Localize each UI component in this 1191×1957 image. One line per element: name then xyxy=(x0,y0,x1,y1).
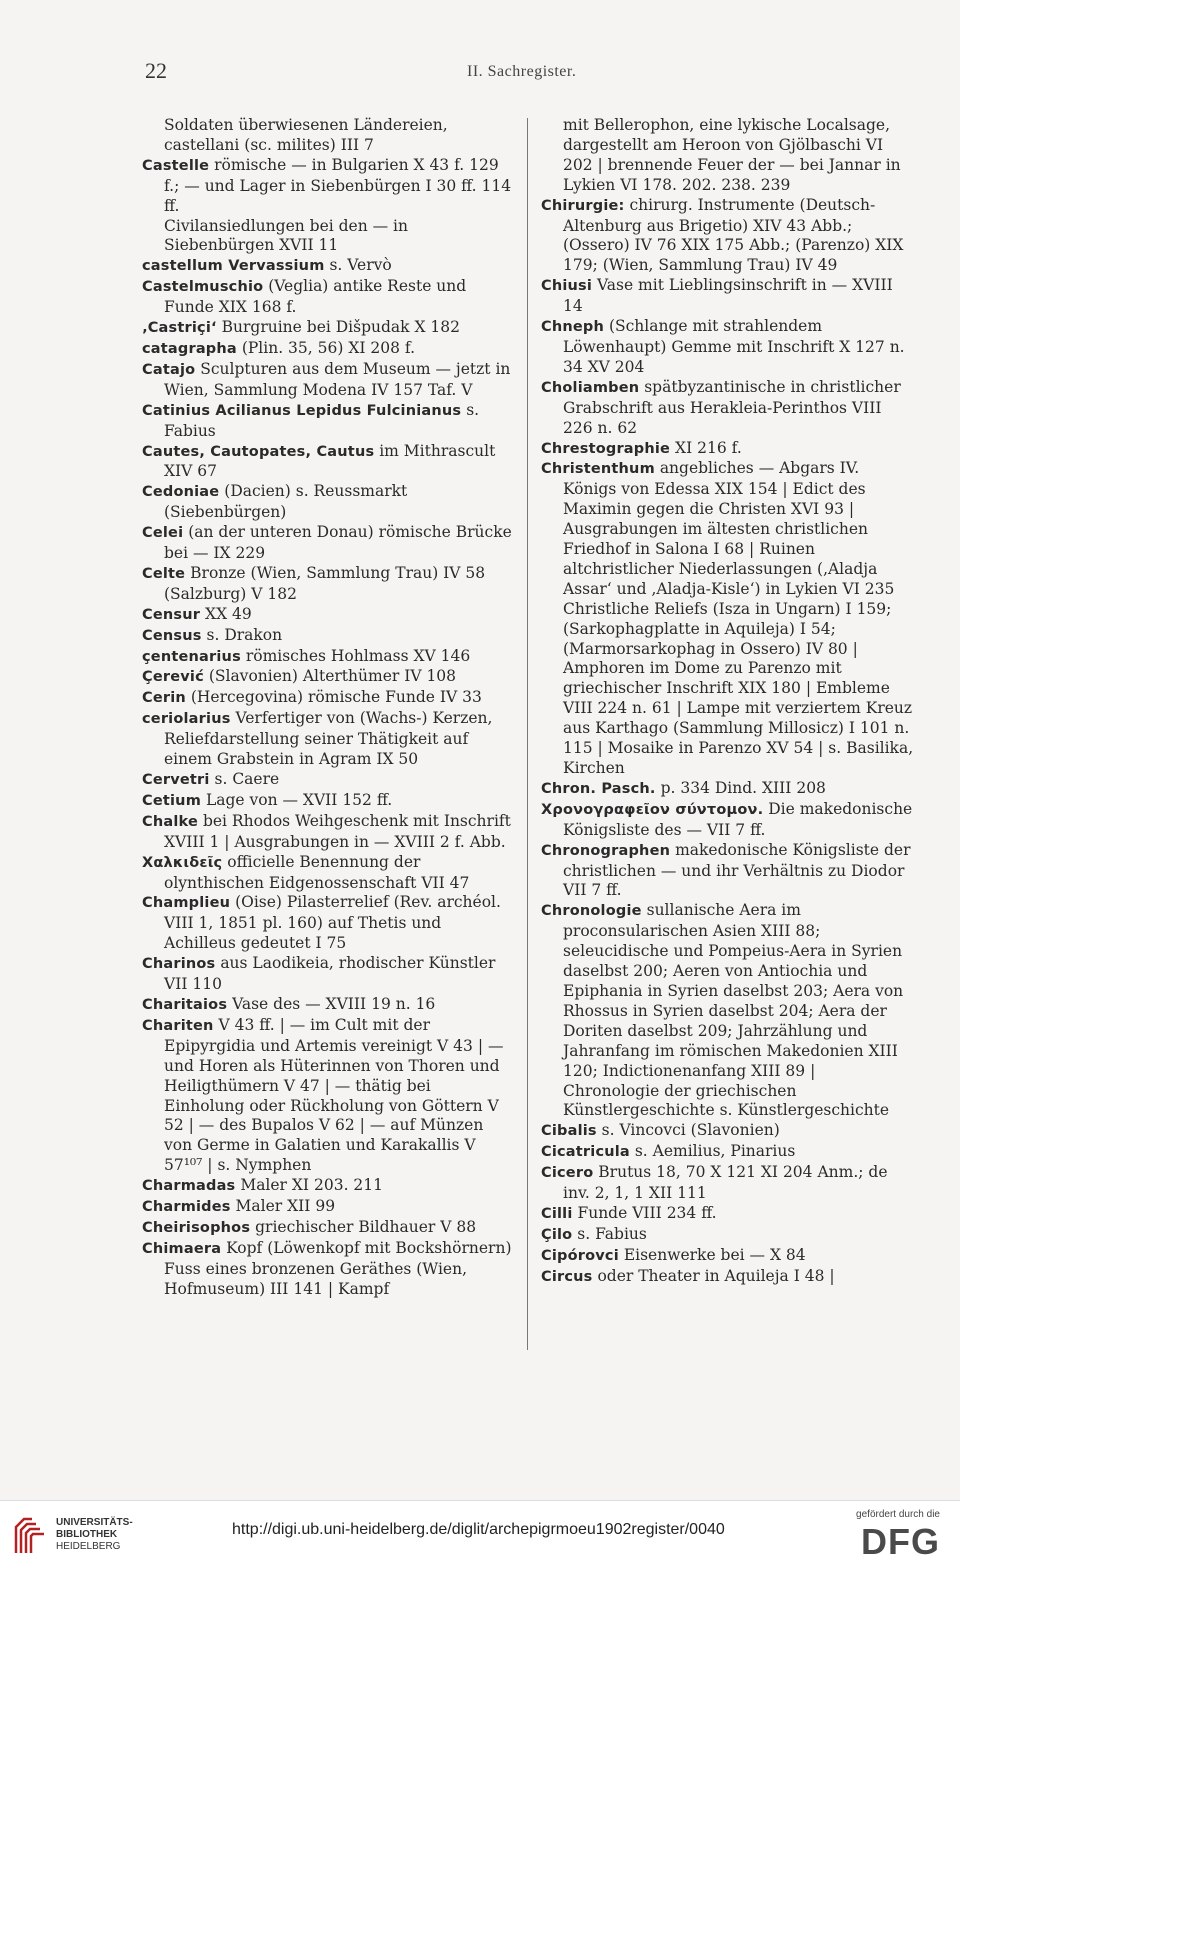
index-entry xyxy=(142,442,516,483)
index-entry xyxy=(142,709,516,770)
page-header xyxy=(145,58,870,88)
index-entry-text: (Schlange mit strahlendem Löwenhaupt) Gemme mit Inschrift X 127 n. 34 XV 204 xyxy=(563,317,905,376)
index-entry xyxy=(142,853,516,894)
index-entry xyxy=(541,1246,915,1267)
index-keyword: Charitaios xyxy=(142,996,228,1013)
index-keyword: Castelmuschio xyxy=(142,279,264,296)
index-entry-text: Brutus 18, 70 X 121 XI 204 Anm.; de inv. 2, 1, 1 XII 111 xyxy=(563,1163,888,1203)
index-keyword: Choliamben xyxy=(541,379,640,396)
index-entry xyxy=(541,439,915,460)
index-entry-text: Maler XII 99 xyxy=(230,1197,336,1216)
index-keyword: Charmadas xyxy=(142,1178,236,1195)
index-entry-text: Funde VIII 234 ff. xyxy=(572,1203,717,1222)
index-entry xyxy=(541,1163,915,1204)
index-keyword: ‚Castriçi‘ xyxy=(142,320,217,337)
index-entry xyxy=(142,688,516,709)
index-entry-text: spätbyzantinische in christlicher Grabschrift aus Herakleia-Perinthos VIII 226 n. 62 xyxy=(563,377,901,437)
index-entry-text: römisches Hohlmass XV 146 xyxy=(240,646,471,665)
index-entry-text: s. Aemilius, Pinarius xyxy=(629,1142,796,1161)
index-entry-text: chirurg. Instrumente (Deutsch-Altenburg aus Brigetio) XIV 43 Abb.; (Ossero) IV 76 XIX 175 Abb.; (Parenzo) XIX 179; (Wien, Sammlung Trau) IV 49 xyxy=(563,195,904,275)
index-entry-text: Soldaten überwiesenen Ländereien, castellani (sc. milites) III 7 xyxy=(164,116,448,154)
index-entry-text: (Dacien) s. Reussmarkt (Siebenbürgen) xyxy=(164,482,408,522)
index-entry-text: p. 334 Dind. XIII 208 xyxy=(655,778,826,797)
index-entry xyxy=(541,1121,915,1142)
index-entry-text: Maler XI 203. 211 xyxy=(235,1176,384,1195)
index-keyword: castellum Vervassium xyxy=(142,258,325,275)
index-entry xyxy=(142,564,516,605)
index-entry xyxy=(142,256,516,277)
index-keyword: Chariten xyxy=(142,1017,214,1034)
index-entry-text: s. Fabius xyxy=(572,1224,647,1243)
index-keyword: Cipórovci xyxy=(541,1247,619,1264)
index-entry-text: (an der unteren Donau) römische Brücke bei — IX 229 xyxy=(164,523,512,563)
index-keyword: Chimaera xyxy=(142,1240,222,1257)
index-keyword: çentenarius xyxy=(142,648,241,665)
index-entry xyxy=(142,893,516,954)
index-column-right xyxy=(541,116,915,1288)
index-entry-text: Bronze (Wien, Sammlung Trau) IV 58 (Salzburg) V 182 xyxy=(164,563,486,603)
index-entry-text: Burgruine bei Dišpudak X 182 xyxy=(216,318,461,337)
index-entry xyxy=(142,116,516,156)
index-entry-text: Christliche Reliefs (Isza in Ungarn) I 159; (Sarkophagplatte in Aquileja) I 54; (Marmorsarkophag in Ossero) IV 80 | Amphoren im Dome zu Parenzo mit griechischer Inschrift XIX 180 | Embleme VIII 224 n. 61 | Lampe mit verziertem Kreuz aus Karthago (Sammlung Millosicz) I 101 n. 115 | Mosaike in Parenzo XV 54 | s. Basilika, Kirchen xyxy=(563,599,914,777)
university-library-logo-icon xyxy=(10,1513,50,1557)
library-name-line: HEIDELBERG xyxy=(56,1541,121,1552)
index-entry xyxy=(541,196,915,277)
index-entry xyxy=(142,605,516,626)
index-keyword: ceriolarius xyxy=(142,711,231,728)
index-entry-text: römische — in Bulgarien X 43 f. 129 f.; — und Lager in Siebenbürgen I 30 ff. 114 ff. xyxy=(164,155,512,215)
index-entry xyxy=(142,667,516,688)
index-entry-text: XI 216 f. xyxy=(670,438,742,457)
index-keyword: Cedoniae xyxy=(142,484,220,501)
index-keyword: Chronologie xyxy=(541,903,642,920)
index-keyword: Cerin xyxy=(142,690,186,707)
index-entry-text: Civilansiedlungen bei den — in Siebenbürgen XVII 11 xyxy=(164,216,408,255)
index-entry xyxy=(541,779,915,800)
index-entry-text: Verfertiger von (Wachs-) Kerzen, Reliefdarstellung seiner Thätigkeit auf einem Grabstein in Agram IX 50 xyxy=(164,709,493,769)
index-keyword: Chiusi xyxy=(541,278,593,295)
index-entry-text: Kopf (Löwenkopf mit Bockshörnern) Fuss eines bronzenen Geräthes (Wien, Hofmuseum) III 141 | Kampf xyxy=(164,1238,512,1298)
index-keyword: Chrestographie xyxy=(541,440,671,457)
index-entry xyxy=(142,217,516,257)
index-entry xyxy=(142,647,516,668)
index-entry-text: s. Caere xyxy=(209,770,280,788)
index-entry-text: Sculpturen aus dem Museum — jetzt in Wien, Sammlung Modena IV 157 Taf. V xyxy=(164,359,511,399)
index-entry xyxy=(142,1197,516,1218)
index-entry xyxy=(541,459,915,599)
dfg-logo-icon: DFG xyxy=(861,1521,940,1562)
index-entry-text: s. Drakon xyxy=(201,625,283,644)
index-keyword: Cervetri xyxy=(142,772,210,788)
index-keyword: Chronographen xyxy=(541,842,671,859)
index-keyword: Χρονογραφεῖον σύντομον. xyxy=(541,801,764,818)
index-keyword: Christenthum xyxy=(541,461,655,478)
index-entry xyxy=(142,1218,516,1239)
index-keyword: Cibalis xyxy=(541,1123,597,1140)
index-entry xyxy=(142,1239,516,1300)
index-entry xyxy=(142,318,516,339)
index-keyword: Çilo xyxy=(541,1226,573,1243)
index-entry xyxy=(541,1225,915,1246)
index-keyword: Charmides xyxy=(142,1199,231,1216)
index-entry-text: oder Theater in Aquileja I 48 | xyxy=(592,1266,835,1285)
index-entry-text: XX 49 xyxy=(200,604,252,623)
index-keyword: Chirurgie: xyxy=(541,197,625,214)
index-entry xyxy=(541,600,915,779)
index-column-left xyxy=(142,116,516,1300)
index-keyword: Çerević xyxy=(142,669,204,686)
index-entry-text: Vase des — XVIII 19 n. 16 xyxy=(227,994,436,1013)
index-keyword: Cicatricula xyxy=(541,1144,630,1161)
index-entry xyxy=(541,1204,915,1225)
index-entry-text: griechischer Bildhauer V 88 xyxy=(250,1217,477,1236)
index-keyword: Champlieu xyxy=(142,895,231,912)
index-entry-text: (Oise) Pilasterrelief (Rev. archéol. VIII 1, 1851 pl. 160) auf Thetis und Achilleus gedeutet I 75 xyxy=(164,893,501,953)
index-entry-text: bei Rhodos Weihgeschenk mit Inschrift XVIII 1 | Ausgrabungen in — XVIII 2 f. Abb. xyxy=(164,811,511,851)
funding-label: gefördert durch die xyxy=(856,1509,940,1520)
index-keyword: Cheirisophos xyxy=(142,1219,251,1236)
index-keyword: Cetium xyxy=(142,792,202,809)
viewer-footer xyxy=(0,1500,960,1569)
index-entry-text: (Veglia) antike Reste und Funde XIX 168 f. xyxy=(164,277,467,317)
index-entry-text: im Mithrascult XIV 67 xyxy=(164,441,496,481)
index-entry xyxy=(541,116,915,196)
index-entry xyxy=(142,523,516,564)
index-entry-text: s. Fabius xyxy=(164,400,480,440)
index-entry xyxy=(142,626,516,647)
index-entry xyxy=(142,1176,516,1197)
index-entry xyxy=(142,277,516,318)
index-entry-text: sullanische Aera im proconsularischen Asien XIII 88; seleucidische und Pompeius-Aera in Syrien daselbst 200; Aeren von Antiochia und Epiphania in Syrien daselbst 203; Aera von Rhossus in Syrien daselbst 204; Aera der Doriten daselbst 209; Jahrzählung und Jahranfang im römischen Makedonien XIII 120; Indictionenanfang XIII 89 | Chronologie der griechischen Künstlergeschichte s. Künstlergeschichte xyxy=(563,901,904,1120)
index-keyword: Census xyxy=(142,627,202,644)
index-entry-text: officielle Benennung der olynthischen Eidgenossenschaft VII 47 xyxy=(164,852,470,892)
index-keyword: Celte xyxy=(142,565,186,582)
index-entry xyxy=(142,770,516,791)
column-divider xyxy=(527,118,528,1350)
index-entry-text: V 43 ff. | — im Cult mit der Epipyrgidia und Artemis vereinigt V 43 | — und Horen als Hüterinnen von Thoren und Heiligthümern V 47 | — thätig bei Einholung oder Rückholung von Göttern V 52 | — des Bupalos V 62 | — auf Münzen von Germe in Galatien und Karakallis V 57¹⁰⁷ | s. Nymphen xyxy=(164,1015,504,1175)
index-entry xyxy=(541,841,915,902)
index-keyword: catagrapha xyxy=(142,340,237,357)
index-entry xyxy=(142,482,516,523)
index-entry xyxy=(142,156,516,217)
index-keyword: Chneph xyxy=(541,319,605,336)
index-entry xyxy=(541,276,915,317)
index-entry xyxy=(142,995,516,1016)
index-keyword: Circus xyxy=(541,1268,593,1285)
index-keyword: Charinos xyxy=(142,956,216,973)
index-keyword: Cautes, Cautopates, Cautus xyxy=(142,443,375,460)
index-entry xyxy=(142,339,516,360)
index-entry-text: (Slavonien) Alterthümer IV 108 xyxy=(203,667,457,686)
index-entry xyxy=(541,378,915,439)
index-entry xyxy=(142,401,516,442)
index-entry xyxy=(142,360,516,401)
permalink-url[interactable]: http://digi.ub.uni-heidelberg.de/diglit/archepigrmoeu1902register/0040 xyxy=(232,1521,725,1538)
index-keyword: Chron. Pasch. xyxy=(541,780,656,797)
index-keyword: Catinius Acilianus Lepidus Fulcinianus xyxy=(142,402,462,419)
index-entry xyxy=(541,800,915,841)
university-library-name xyxy=(56,1517,133,1553)
index-entry xyxy=(142,954,516,995)
index-entry xyxy=(541,1142,915,1163)
index-entry-text: s. Vervò xyxy=(324,256,392,275)
index-entry xyxy=(541,317,915,378)
running-head: II. Sachregister. xyxy=(467,63,577,80)
index-entry xyxy=(541,1267,915,1288)
index-entry-text: aus Laodikeia, rhodischer Künstler VII 110 xyxy=(164,954,496,994)
index-entry-text: (Plin. 35, 56) XI 208 f. xyxy=(236,338,416,357)
index-keyword: Celei xyxy=(142,525,184,542)
index-keyword: Censur xyxy=(142,606,201,623)
library-name-line: BIBLIOTHEK xyxy=(56,1529,118,1540)
library-name-line: UNIVERSITÄTS- xyxy=(56,1517,133,1528)
index-keyword: Cilli xyxy=(541,1205,573,1222)
index-entry xyxy=(541,901,915,1121)
index-entry-text: Eisenwerke bei — X 84 xyxy=(618,1245,806,1264)
index-entry xyxy=(142,791,516,812)
index-keyword: Χαλκιδεῖς xyxy=(142,854,223,871)
index-entry-text: mit Bellerophon, eine lykische Localsage, dargestellt am Heroon von Gjölbaschi VI 202 | brennende Feuer der — bei Jannar in Lykien VI 178. 202. 238. 239 xyxy=(563,116,901,194)
index-entry-text: Die makedonische Königsliste des — VII 7 ff. xyxy=(563,799,913,839)
index-entry xyxy=(142,1016,516,1176)
index-keyword: Chalke xyxy=(142,813,199,830)
index-entry xyxy=(142,812,516,853)
page-number: 22 xyxy=(145,58,167,83)
index-entry-text: angebliches — Abgars IV. Königs von Edessa XIX 154 | Edict des Maximin gegen die Christen XVI 93 | Ausgrabungen im ältesten christlichen Friedhof in Salona I 68 | Ruinen altchristlicher Niederlassungen (‚Aladja Assar‘ und ‚Aladja-Kisle‘) in Lykien VI 235 xyxy=(563,459,895,598)
index-keyword: Catajo xyxy=(142,361,196,378)
index-entry-text: s. Vincovci (Slavonien) xyxy=(596,1121,780,1140)
index-entry-text: Vase mit Lieblingsinschrift in — XVIII 14 xyxy=(563,276,893,316)
index-entry-text: Lage von — XVII 152 ff. xyxy=(201,790,393,809)
index-entry-text: makedonische Königsliste der christlichen — und ihr Verhältnis zu Diodor VII 7 ff. xyxy=(563,840,911,900)
index-keyword: Cicero xyxy=(541,1165,594,1182)
index-entry-text: (Hercegovina) römische Funde IV 33 xyxy=(185,688,482,707)
index-keyword: Castelle xyxy=(142,157,210,174)
